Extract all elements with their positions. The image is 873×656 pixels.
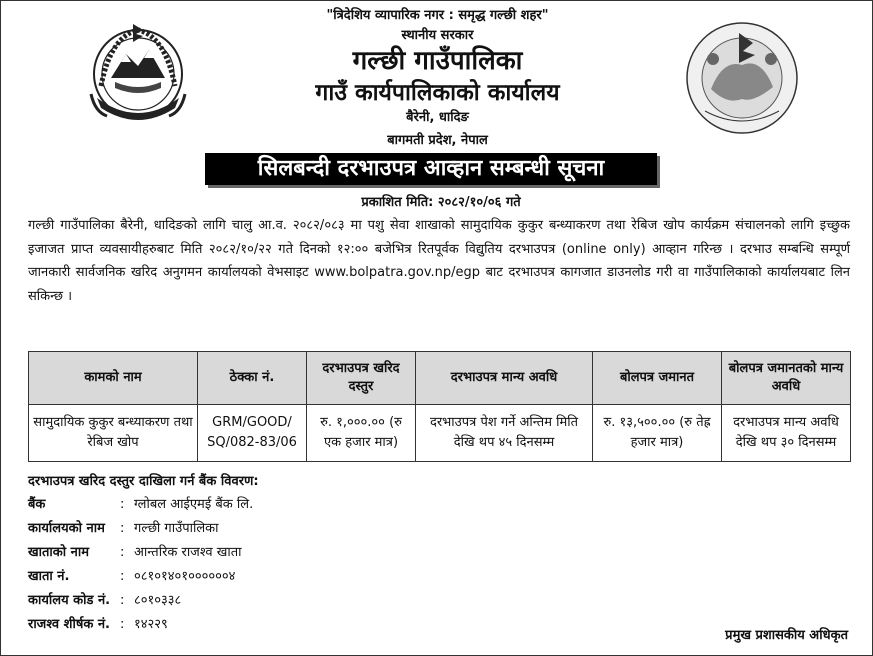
bank-separator: : (120, 593, 125, 608)
bank-row-bank (28, 494, 253, 512)
header-validity: दरभाउपत्र मान्य अवधि (416, 352, 593, 405)
bank-separator: : (120, 617, 125, 632)
bank-key: कार्यालयको नाम (28, 521, 105, 536)
office-subtitle: गाउँ कार्यपालिकाको कार्यालय (315, 80, 560, 106)
bank-value: १४२२९ (134, 617, 168, 632)
bank-value: ०८१०१४०१००००००४ (134, 569, 236, 584)
bank-key: खाता नं. (28, 569, 70, 584)
notice-title: सिलबन्दी दरभाउपत्र आव्हान सम्बन्धी सूचना (205, 153, 657, 185)
bank-separator: : (120, 569, 125, 584)
office-name: गल्छी गाउँपालिका (352, 46, 523, 76)
cell-validity: दरभाउपत्र पेश गर्ने अन्तिम मिति देखि थप ४५ दिनसम्म (416, 405, 593, 462)
table-row (29, 405, 851, 462)
cell-security-validity: दरभाउपत्र मान्य अवधि देखि थप ३० दिनसम्म (722, 405, 851, 462)
cell-purchase-fee: रु. १,०००.०० (रु एक हजार मात्र) (307, 405, 416, 462)
bank-key: खाताको नाम (28, 545, 90, 560)
bank-value: गल्छी गाउँपालिका (134, 521, 219, 536)
municipality-logo-icon (683, 19, 801, 137)
table-header-row (29, 352, 851, 405)
tender-table (28, 351, 851, 462)
bank-value: ग्लोबल आईएमई बैंक लि. (134, 497, 254, 512)
office-place: बैरेनी, धादिङ (406, 110, 469, 125)
cell-contract-no: GRM/GOOD/ SQ/082-83/06 (198, 405, 307, 462)
header-bid-security: बोलपत्र जमानत (593, 352, 722, 405)
bank-value: आन्तरिक राजश्व खाता (134, 545, 242, 560)
bank-key: बैंक (28, 497, 46, 512)
bank-row-account-name (28, 542, 242, 560)
office-province: बागमती प्रदेश, नेपाल (387, 133, 488, 148)
bank-key: राजश्व शीर्षक नं. (28, 617, 110, 632)
bank-separator: : (120, 497, 125, 512)
signature-title: प्रमुख प्रशासकीय अधिकृत (725, 628, 848, 643)
bank-row-office-name (28, 518, 219, 536)
published-date: प्रकाशित मिति: २०८२/१०/०६ गते (361, 195, 521, 210)
nepal-emblem-icon (81, 16, 196, 131)
bank-row-office-code (28, 590, 181, 608)
bank-row-account-no (28, 566, 235, 584)
slogan: "त्रिदेशिय व्यापारिक नगर : समृद्ध गल्छी शहर" (326, 8, 549, 23)
header-contract-no: ठेक्का नं. (198, 352, 307, 405)
bank-row-revenue-head (28, 614, 168, 632)
notice-body: गल्छी गाउँपालिका बैरेनी, धादिङको लागि चालु आ.व. २०८२/०८३ मा पशु सेवा शाखाको सामुदायिक कुकुर बन्ध्याकरण तथा रेबिज खोप कार्यक्रम संचालनको लागि इच्छुक इजाजत प्राप्त व्यवसायीहरुबाट मिति २०८२/१०/२२ गते दिनको १२:०० बजेभित्र रितपूर्वक विद्युतिय दरभाउपत्र (online only) आव्हान गरिन्छ । दरभाउ सम्बन्धि सम्पूर्ण जानकारी सार्वजनिक खरिद अनुगमन कार्यालयको वेभसाइट www.bolpatra.gov.np/egp बाट दरभाउपत्र कागजात डाउनलोड गरी वा गाउँपालिकाको कार्यालयबाट लिन सकिन्छ । (28, 218, 850, 304)
bank-key: कार्यालय कोड नं. (28, 593, 111, 608)
bank-separator: : (120, 521, 125, 536)
cell-bid-security: रु. १३,५००.०० (रु तेह्र हजार मात्र) (593, 405, 722, 462)
cell-work-name: सामुदायिक कुकुर बन्ध्याकरण तथा रेबिज खोप (29, 405, 198, 462)
header-security-validity: बोलपत्र जमानतको मान्य अवधि (722, 352, 851, 405)
header-work-name: कामको नाम (29, 352, 198, 405)
header-purchase-fee: दरभाउपत्र खरिद दस्तुर (307, 352, 416, 405)
bank-value: ८०१०३३८ (134, 593, 182, 608)
bank-details-title: दरभाउपत्र खरिद दस्तुर दाखिला गर्न बैंक विवरण: (28, 474, 259, 489)
local-government-label: स्थानीय सरकार (401, 28, 474, 43)
bank-separator: : (120, 545, 125, 560)
